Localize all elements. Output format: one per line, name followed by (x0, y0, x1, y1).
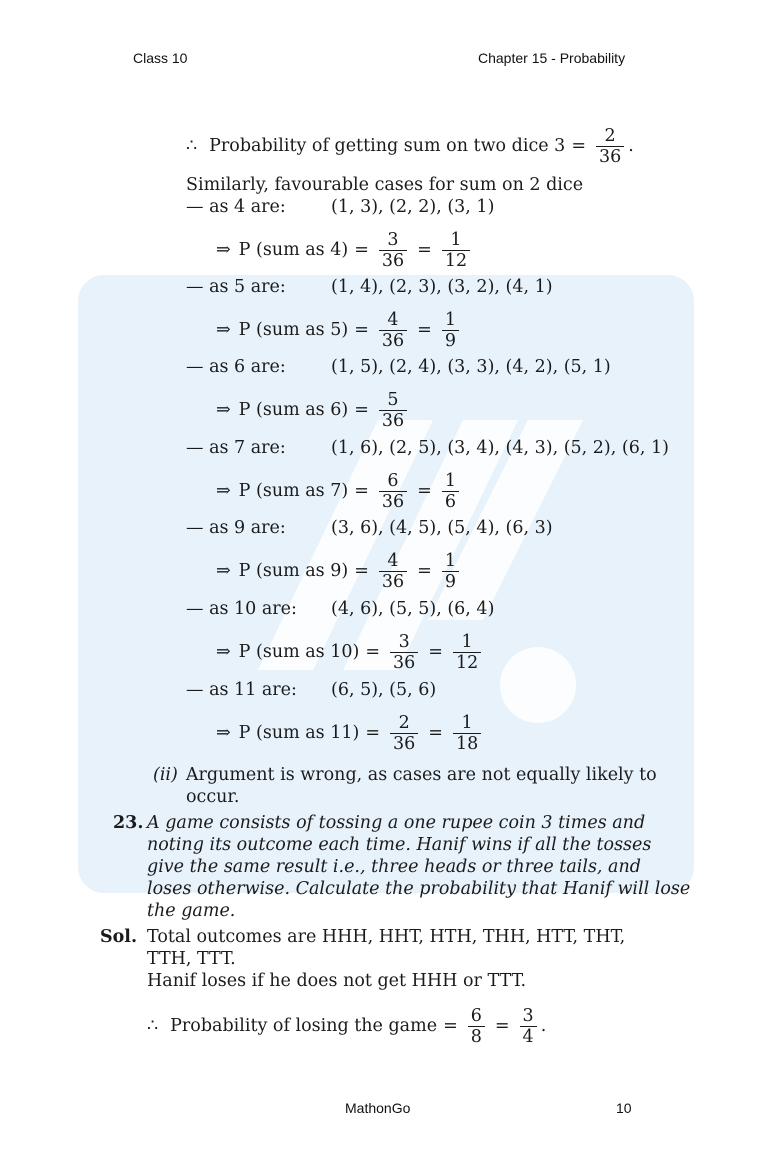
sum10-label: — as 10 are: (186, 599, 297, 619)
equals-sign: = (571, 136, 586, 156)
fraction-sum3 (596, 126, 624, 167)
fraction-denominator: 36 (381, 572, 405, 592)
question-line: loses otherwise. Calculate the probability that Hanif will lose (147, 879, 691, 899)
sum5-probability (216, 310, 463, 351)
sum5-p-label: P (sum as 5) (238, 320, 349, 340)
fraction (520, 1006, 537, 1047)
therefore-symbol: ∴ (147, 1016, 159, 1036)
footer-brand: MathonGo (345, 1100, 411, 1116)
fraction-numerator: 5 (379, 390, 407, 411)
fraction (442, 310, 459, 351)
fraction (442, 551, 459, 592)
fraction (379, 310, 407, 351)
equals-sign: = (428, 642, 443, 662)
fraction-numerator: 4 (379, 551, 407, 572)
equals-sign: = (354, 561, 369, 581)
sum11-p-label: P (sum as 11) (238, 723, 360, 743)
sum6-label: — as 6 are: (186, 357, 286, 377)
similarly-line: Similarly, favourable cases for sum on 2 dice (186, 175, 584, 195)
equals-sign: = (354, 400, 369, 420)
question-number: 23. (113, 813, 144, 833)
fraction-numerator: 1 (442, 310, 459, 331)
sum11-probability (216, 713, 485, 754)
fraction-denominator: 8 (470, 1027, 482, 1047)
sum6-cases: (1, 5), (2, 4), (3, 3), (4, 2), (5, 1) (331, 357, 611, 377)
fraction-numerator: 1 (442, 230, 470, 251)
sum9-probability (216, 551, 463, 592)
equals-sign: = (354, 481, 369, 501)
sum11-label: — as 11 are: (186, 680, 297, 700)
part-ii-text: Argument is wrong, as cases are not equally likely to (185, 765, 657, 785)
fraction-denominator: 12 (444, 251, 468, 271)
part-ii-marker: (ii) (153, 765, 178, 785)
question-line: A game consists of tossing a one rupee coin 3 times and (147, 813, 646, 833)
fraction (379, 551, 407, 592)
sum6-cases-line (186, 356, 611, 378)
implies-arrow: ⇒ (216, 642, 231, 662)
part-ii-line2: occur. (186, 787, 240, 807)
solution-final-line: ∴ Probability of losing the game = $\frac{6}{8}$ = $\frac{3}{4}$ . (147, 1006, 547, 1047)
sum5-cases-line (186, 276, 553, 298)
fraction-denominator: 4 (522, 1027, 534, 1047)
solution-final-text: Probability of losing the game (170, 1016, 438, 1036)
implies-arrow: ⇒ (216, 481, 231, 501)
fraction (453, 632, 481, 673)
fraction-denominator: 36 (393, 734, 416, 754)
sum5-label: — as 5 are: (186, 277, 286, 297)
equals-sign: = (417, 481, 432, 501)
sum7-p-label: P (sum as 7) (238, 481, 349, 501)
fraction-numerator: 6 (379, 471, 407, 492)
therefore-symbol: ∴ (186, 136, 198, 156)
sum11-cases-line (186, 679, 437, 701)
equals-sign: = (494, 1016, 510, 1036)
equals-sign: = (428, 723, 443, 743)
fraction (379, 390, 407, 431)
sum6-p-label: P (sum as 6) (238, 400, 349, 420)
sum4-probability (216, 230, 474, 271)
fraction (468, 1006, 485, 1047)
equals-sign: = (365, 642, 380, 662)
question-line: the game. (147, 901, 236, 921)
fraction (379, 230, 407, 271)
sum4-cases-line (186, 196, 495, 218)
question-line: noting its outcome each time. Hanif wins if all the tosses (147, 835, 652, 855)
equals-sign: = (417, 561, 432, 581)
fraction-denominator: 18 (455, 734, 479, 754)
fraction-numerator: 2 (596, 126, 624, 147)
equals-sign: = (417, 320, 432, 340)
sum11-cases: (6, 5), (5, 6) (331, 680, 437, 700)
fraction-numerator: 1 (453, 632, 481, 653)
fraction (442, 471, 459, 512)
implies-arrow: ⇒ (216, 240, 231, 260)
equals-sign: = (365, 723, 380, 743)
equals-sign: = (354, 240, 369, 260)
equals-sign: = (443, 1016, 458, 1036)
sum6-probability (216, 390, 411, 431)
part-ii-line1 (153, 764, 657, 786)
equals-sign: = (354, 320, 369, 340)
fraction-denominator: 12 (455, 653, 479, 673)
fraction-numerator: 4 (379, 310, 407, 331)
header-chapter-label: Chapter 15 - Probability (478, 50, 626, 66)
prob-sum3-text: Probability of getting sum on two dice 3 (209, 136, 566, 156)
fraction-numerator: 1 (442, 471, 459, 492)
sum4-label: — as 4 are: (186, 197, 286, 217)
sum7-label: — as 7 are: (186, 438, 286, 458)
prob-sum3-line: ∴ Probability of getting sum on two dice 3 = $\frac{2}{36}$ . (186, 126, 634, 167)
implies-arrow: ⇒ (216, 723, 231, 743)
fraction-denominator: 36 (381, 251, 405, 271)
fraction-numerator: 3 (520, 1006, 537, 1027)
solution-line3: Hanif loses if he does not get HHH or TTT. (147, 971, 527, 991)
equals-sign: = (417, 240, 432, 260)
fraction (453, 713, 481, 754)
fraction-denominator: 9 (444, 331, 456, 351)
fraction-denominator: 36 (381, 411, 405, 431)
fraction-numerator: 3 (379, 230, 407, 251)
solution-line2: TTH, TTT. (147, 949, 236, 969)
footer-page-number: 10 (616, 1100, 632, 1116)
fraction (390, 713, 418, 754)
fraction (379, 471, 407, 512)
solution-label: Sol. (100, 927, 138, 947)
fraction-numerator: 2 (390, 713, 418, 734)
fraction-denominator: 36 (381, 492, 405, 512)
question-line: give the same result i.e., three heads or three tails, and (147, 857, 641, 877)
solution-line1: Total outcomes are HHH, HHT, HTH, THH, HTT, THT, (147, 927, 626, 947)
fraction-denominator: 36 (381, 331, 405, 351)
implies-arrow: ⇒ (216, 561, 231, 581)
sum7-cases-line (186, 437, 669, 459)
sum5-cases: (1, 4), (2, 3), (3, 2), (4, 1) (331, 277, 553, 297)
fraction-numerator: 3 (390, 632, 418, 653)
sum10-cases: (4, 6), (5, 5), (6, 4) (331, 599, 495, 619)
header-class-label: Class 10 (133, 50, 188, 66)
watermark-dot (500, 647, 576, 723)
sum4-cases: (1, 3), (2, 2), (3, 1) (331, 197, 495, 217)
implies-arrow: ⇒ (216, 400, 231, 420)
sum9-p-label: P (sum as 9) (238, 561, 349, 581)
fraction-denominator: 6 (444, 492, 456, 512)
implies-arrow: ⇒ (216, 320, 231, 340)
fraction-denominator: 36 (393, 653, 416, 673)
sum10-p-label: P (sum as 10) (238, 642, 360, 662)
fraction-numerator: 6 (468, 1006, 485, 1027)
sum9-label: — as 9 are: (186, 518, 286, 538)
sum9-cases: (3, 6), (4, 5), (5, 4), (6, 3) (331, 518, 553, 538)
sum7-probability (216, 471, 463, 512)
sum10-probability (216, 632, 485, 673)
sum4-p-label: P (sum as 4) (238, 240, 349, 260)
fraction-denominator: 36 (598, 147, 622, 167)
sum10-cases-line (186, 598, 495, 620)
fraction (442, 230, 470, 271)
sum9-cases-line (186, 517, 553, 539)
fraction (390, 632, 418, 673)
fraction-denominator: 9 (444, 572, 456, 592)
fraction-numerator: 1 (453, 713, 481, 734)
sum7-cases: (1, 6), (2, 5), (3, 4), (4, 3), (5, 2), (6, 1) (331, 438, 669, 458)
fraction-numerator: 1 (442, 551, 459, 572)
